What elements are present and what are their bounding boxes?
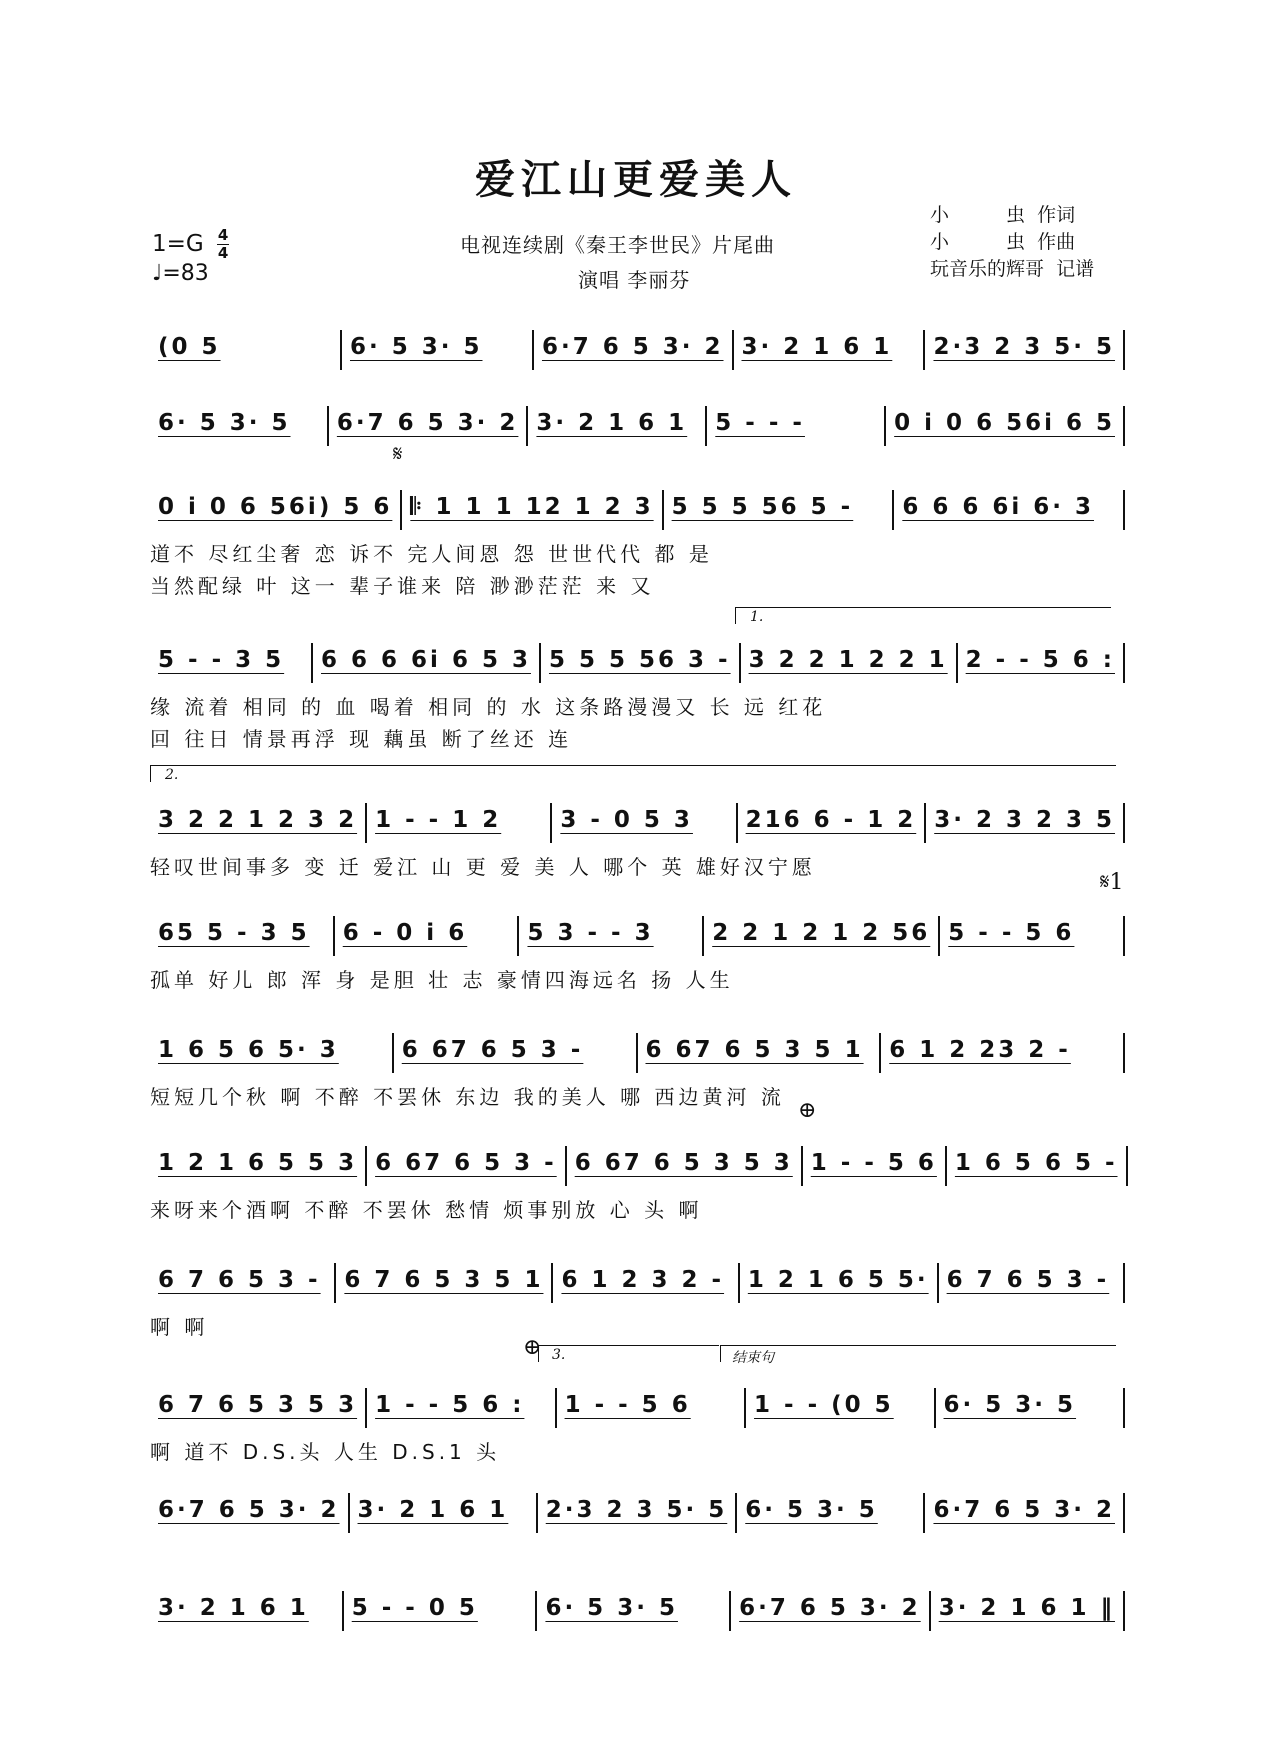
measure: (0 5 — [150, 330, 342, 370]
measure: 6· 5 3· 5 — [737, 1493, 925, 1533]
music-row — [150, 1138, 1125, 1186]
measure: 2·3 2 3 5· 5 — [925, 330, 1125, 370]
lyric-line: 轻叹世间事多 变 迁 爱江 山 更 爱 美 人 哪个 英 雄好汉宁愿 — [150, 855, 816, 879]
measure: 6·7 6 5 3· 2 — [150, 1493, 350, 1533]
measure: 6 1 2 23 2 - — [881, 1033, 1125, 1073]
volta-bracket-1 — [735, 607, 1111, 624]
measure: 5 5 5 56 3 - — [541, 643, 741, 683]
measure: 5 - - 3 5 — [150, 643, 313, 683]
music-row — [150, 1380, 1125, 1428]
measure: 3· 2 1 6 1 — [150, 1591, 344, 1631]
measure: 5 - - 5 6 — [940, 916, 1125, 956]
music-row — [150, 635, 1125, 683]
measure: 5 - - 0 5 — [344, 1591, 538, 1631]
lyric-line: 来呀来个酒啊 不醉 不罢休 愁情 烦事别放 心 头 啊 — [150, 1198, 703, 1222]
singer: 演唱 李丽芬 — [578, 268, 691, 292]
measure: 6 6 6 6i 6· 3 — [894, 490, 1125, 530]
music-row — [150, 1583, 1125, 1631]
time-signature — [217, 228, 229, 261]
measure: 6 7 6 5 3 5 1 — [336, 1263, 553, 1303]
measure: 6· 5 3· 5 — [342, 330, 534, 370]
lyric-line: 缘 流着 相同 的 血 喝着 相同 的 水 这条路漫漫又 长 远 红花 — [150, 695, 827, 719]
music-row — [150, 322, 1125, 370]
volta-3-label: 3. — [552, 1347, 566, 1363]
measure: 5 - - - — [707, 406, 886, 446]
volta-2-label: 2. — [165, 767, 179, 783]
measure: 1 2 1 6 5 5· — [740, 1263, 939, 1303]
credit-lyrics: 小 虫 作词 — [930, 204, 1076, 226]
lyric-line: 啊 啊 — [150, 1315, 209, 1339]
measure: 6 6 6 6i 6 5 3 — [313, 643, 541, 683]
measure: 3 - 0 5 3 — [552, 803, 737, 843]
coda-sign-2: ⊕ — [523, 1335, 542, 1360]
measure: 6·7 6 5 3· 2 — [534, 330, 734, 370]
measure: 𝄆 1 1 1 12 1 2 3 — [402, 490, 663, 530]
measure: 1 - - 1 2 — [367, 803, 552, 843]
credits — [930, 202, 1094, 283]
volta-bracket-2 — [150, 765, 1116, 782]
lyric-line: 当然配绿 叶 这一 辈子谁来 陪 渺渺茫茫 来 又 — [150, 574, 655, 598]
ending-label: 结束句 — [732, 1350, 774, 1366]
measure: 6 67 6 5 3 5 1 — [638, 1033, 882, 1073]
measure: 1 2 1 6 5 5 3 — [150, 1146, 367, 1186]
music-row — [150, 398, 1125, 446]
measure: 3· 2 1 6 1 — [528, 406, 707, 446]
measure: 1 - - 5 6 — [557, 1388, 746, 1428]
measure: 3 2 2 1 2 2 1 — [741, 643, 958, 683]
measure: 1 6 5 6 5· 3 — [150, 1033, 394, 1073]
measure: 1 - - 5 6 : — [367, 1388, 556, 1428]
key-signature — [152, 228, 229, 261]
lyric-line: 啊 道不 D.S.头 人生 D.S.1 头 — [150, 1440, 501, 1464]
ending-bracket — [720, 1345, 1116, 1362]
lyric-line: 孤单 好儿 郎 浑 身 是胆 壮 志 豪情四海远名 扬 人生 — [150, 968, 734, 992]
measure: 1 - - (0 5 — [746, 1388, 935, 1428]
measure: 5 5 5 56 5 - — [664, 490, 895, 530]
music-row — [150, 795, 1125, 843]
measure: 0 i 0 6 56i) 5 6 — [150, 490, 402, 530]
measure: 3· 2 3 2 3 5 — [926, 803, 1125, 843]
subtitle: 电视连续剧《秦王李世民》片尾曲 — [460, 233, 775, 257]
music-row — [150, 1255, 1125, 1303]
measure: 2 2 1 2 1 2 56 — [704, 916, 940, 956]
credit-transcriber: 玩音乐的辉哥 记谱 — [930, 258, 1095, 280]
measure: 6· 5 3· 5 — [537, 1591, 731, 1631]
music-row — [150, 482, 1125, 530]
lyric-line: 短短几个秋 啊 不醉 不罢休 东边 我的美人 哪 西边黄河 流 — [150, 1085, 785, 1109]
time-top: 4 — [217, 226, 229, 244]
music-row — [150, 1485, 1125, 1533]
volta-1-label: 1. — [750, 609, 764, 625]
measure: 6 1 2 3 2 - — [553, 1263, 739, 1303]
measure: 6· 5 3· 5 — [150, 406, 329, 446]
measure: 3· 2 1 6 1 — [350, 1493, 538, 1533]
time-bottom: 4 — [217, 244, 229, 262]
measure: 6 - 0 i 6 — [335, 916, 520, 956]
measure: 6·7 6 5 3· 2 — [329, 406, 529, 446]
measure: 2·3 2 3 5· 5 — [538, 1493, 738, 1533]
measure: 6 67 6 5 3 - — [367, 1146, 567, 1186]
measure: 65 5 - 3 5 — [150, 916, 335, 956]
measure: 6·7 6 5 3· 2 — [731, 1591, 931, 1631]
measure: 6 67 6 5 3 - — [394, 1033, 638, 1073]
credit-music: 小 虫 作曲 — [930, 231, 1076, 253]
measure: 3· 2 1 6 1 ‖ — [931, 1591, 1125, 1631]
measure: 216 6 - 1 2 — [738, 803, 927, 843]
measure: 6 7 6 5 3 5 3 — [150, 1388, 367, 1428]
music-row — [150, 1025, 1125, 1073]
measure: 6· 5 3· 5 — [936, 1388, 1125, 1428]
page-title: 爱江山更爱美人 — [475, 156, 797, 203]
lyric-line: 回 往日 情景再浮 现 藕虽 断了丝还 连 — [150, 727, 573, 751]
measure: 0 i 0 6 56i 6 5 — [886, 406, 1125, 446]
coda-sign: ⊕ — [798, 1098, 817, 1123]
tempo-mark: ♩=83 — [152, 261, 209, 286]
music-row — [150, 908, 1125, 956]
measure: 5 3 - - 3 — [519, 916, 704, 956]
measure: 6 7 6 5 3 - — [939, 1263, 1125, 1303]
measure: 3 2 2 1 2 3 2 — [150, 803, 367, 843]
measure: 1 - - 5 6 — [803, 1146, 947, 1186]
measure: 2 - - 5 6 : — [958, 643, 1125, 683]
measure: 6·7 6 5 3· 2 — [925, 1493, 1125, 1533]
lyric-line: 道不 尽红尘奢 恋 诉不 完人间恩 怨 世世代代 都 是 — [150, 542, 713, 566]
key-label: 1=G — [152, 231, 204, 257]
measure: 3· 2 1 6 1 — [734, 330, 926, 370]
measure: 6 67 6 5 3 5 3 — [567, 1146, 803, 1186]
segno1-sign: 𝄋1 — [1100, 870, 1124, 895]
segno-sign: 𝄋 — [393, 442, 403, 467]
measure: 1 6 5 6 5 - — [947, 1146, 1128, 1186]
measure: 6 7 6 5 3 - — [150, 1263, 336, 1303]
